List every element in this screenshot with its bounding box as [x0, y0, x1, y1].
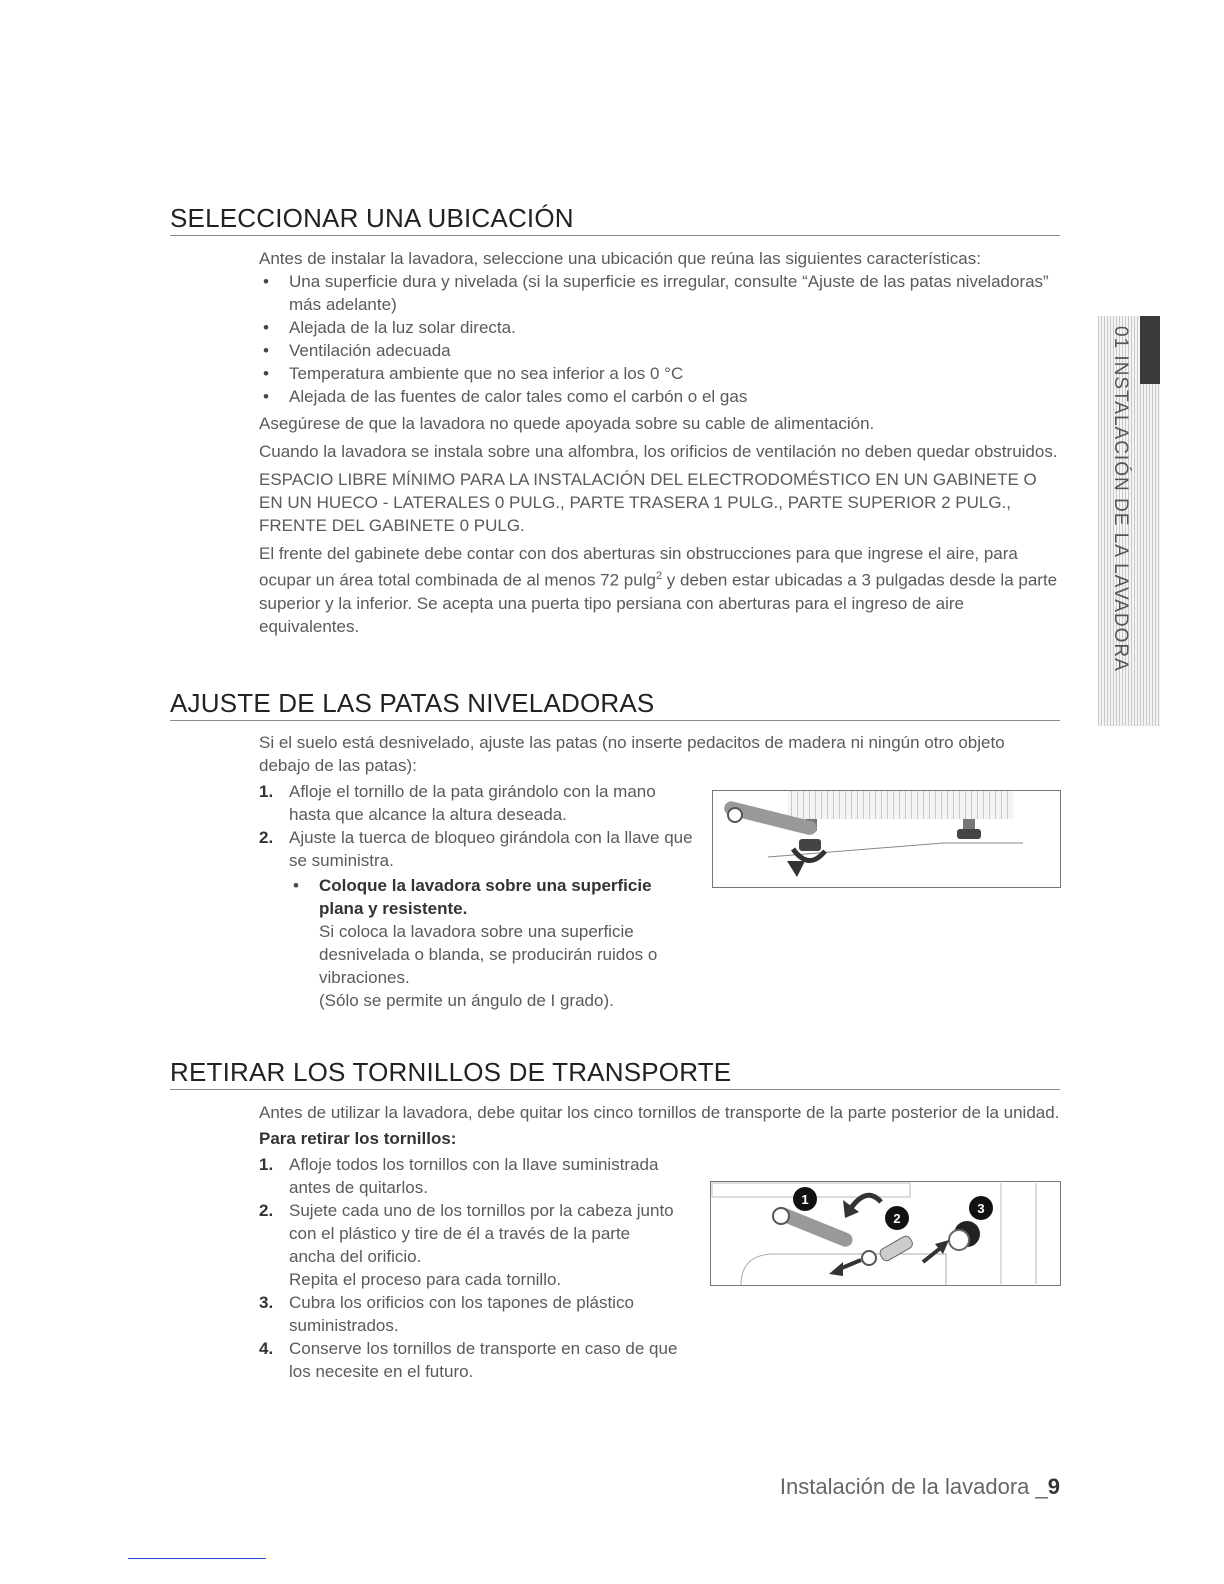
step-text: Afloje todos los tornillos con la llave suministrada antes de quitarlos. [289, 1155, 659, 1197]
step-text: Sujete cada uno de los tornillos por la cabeza junto con el plástico y tire de él a través de la parte ancha del orificio. [289, 1201, 674, 1266]
bolts-illustration [711, 1182, 1060, 1285]
chapter-tab-marker [1140, 316, 1160, 384]
chapter-tab [1098, 316, 1160, 726]
carpet-note: Cuando la lavadora se instala sobre una alfombra, los orificios de ventilación no deben quedar obstruidos. [259, 442, 1058, 461]
list-item: • Temperatura ambiente que no sea inferior a los 0 °C [259, 362, 1060, 385]
sub-bullet-text: Si coloca la lavadora sobre una superficie desnivelada o blanda, se producirán ruidos o vibraciones. [319, 922, 658, 987]
list-item: • Ventilación adecuada [259, 339, 1060, 362]
superscript: 2 [655, 570, 663, 582]
repeat-note: Repita el proceso para cada tornillo. [289, 1270, 562, 1289]
bolt-steps [259, 1153, 679, 1383]
intro-text: Antes de utilizar la lavadora, debe quitar los cinco tornillos de transporte de la parte posterior de la unidad. [259, 1103, 1060, 1122]
section-location [170, 203, 1060, 643]
step-number: 1. [259, 782, 274, 801]
step-number: 4. [259, 1339, 274, 1358]
list-item [259, 1199, 679, 1291]
step-number: 2. [259, 828, 274, 847]
page-number: 9 [1047, 1474, 1060, 1499]
transport-bolts-figure [710, 1181, 1061, 1286]
step-number: 2. [259, 1201, 274, 1220]
step-text: Ajuste la tuerca de bloqueo girándola con la llave que se suministra. [289, 828, 693, 870]
chapter-tab-label: 01 INSTALACIÓN DE LA LAVADORA [1110, 326, 1131, 672]
list-item [259, 1337, 679, 1383]
section-title-leveling: AJUSTE DE LAS PATAS NIVELADORAS [170, 688, 1060, 721]
sub-bullet-note: (Sólo se permite un ángulo de I grado). [319, 991, 614, 1010]
step-text: Afloje el tornillo de la pata girándolo con la mano hasta que alcance la altura deseada. [289, 782, 656, 824]
list-item [259, 1291, 679, 1337]
list-item: • Alejada de las fuentes de calor tales como el carbón o el gas [259, 385, 1060, 408]
list-item [259, 1153, 679, 1199]
marker-3: 3 [977, 1201, 985, 1216]
list-item: • Una superficie dura y nivelada (si la superficie es irregular, consulte “Ajuste de las patas niveladoras” más adelante) [259, 270, 1060, 316]
section-title-location: SELECCIONAR UNA UBICACIÓN [170, 203, 1060, 236]
sub-bullet [289, 874, 699, 1012]
step-text: Conserve los tornillos de transporte en caso de que los necesite en el futuro. [289, 1339, 678, 1381]
cabinet-note-a: El frente del gabinete debe contar con dos aberturas sin obstrucciones para que ingrese el aire, para ocupar un área total combinada de al menos 72 pulg [259, 544, 1018, 590]
footer-text: Instalación de la lavadora _ [779, 1474, 1048, 1499]
marker-2: 2 [893, 1211, 901, 1226]
step-number: 3. [259, 1293, 274, 1312]
list-item [259, 780, 699, 826]
marker-1: 1 [801, 1192, 809, 1207]
cabinet-note-b: y deben estar ubicadas a 3 pulgadas desde la parte superior y la inferior. Se acepta una puerta tipo persiana con aberturas para el ingreso de aire equivalentes. [259, 570, 1058, 636]
step-text: Cubra los orificios con los tapones de plástico suministrados. [289, 1293, 634, 1335]
leveling-steps [259, 780, 699, 1012]
bullet-dot: • [293, 876, 299, 895]
section-title-transport-bolts: RETIRAR LOS TORNILLOS DE TRANSPORTE [170, 1057, 1060, 1090]
page-footer [700, 1474, 1060, 1500]
step-number: 1. [259, 1155, 274, 1174]
leveling-feet-figure [712, 790, 1061, 888]
sub-bullet-bold: Coloque la lavadora sobre una superficie plana y resistente. [319, 876, 652, 918]
section-body-location [259, 247, 1060, 638]
cabinet-note [259, 542, 1060, 638]
clearance-note: ESPACIO LIBRE MÍNIMO PARA LA INSTALACIÓN DEL ELECTRODOMÉSTICO EN UN GABINETE O EN UN HUECO - LATERALES 0 PULG., PARTE TRASERA 1 PULG., PARTE SUPERIOR 2 PULG., FRENTE DEL GABINETE 0 PULG. [259, 470, 1037, 535]
leveling-illustration [713, 791, 1060, 887]
subheading: Para retirar los tornillos: [259, 1129, 457, 1148]
intro-text: Antes de instalar la lavadora, seleccione una ubicación que reúna las siguientes características: [259, 249, 981, 268]
requirements-list [259, 270, 1060, 408]
list-item: • Alejada de la luz solar directa. [259, 316, 1060, 339]
power-cord-note: Asegúrese de que la lavadora no quede apoyada sobre su cable de alimentación. [259, 414, 875, 433]
footer-rule [128, 1558, 266, 1559]
intro-text: Si el suelo está desnivelado, ajuste las patas (no inserte pedacitos de madera ni ningún otro objeto debajo de las patas): [259, 733, 1005, 775]
list-item [259, 826, 699, 1012]
